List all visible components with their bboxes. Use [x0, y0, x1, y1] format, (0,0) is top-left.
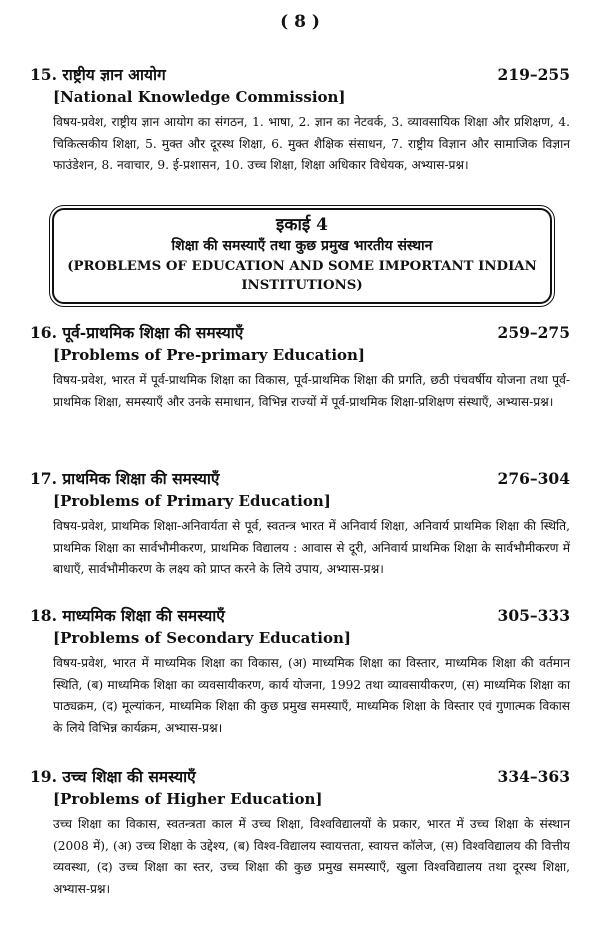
- unit-title: शिक्षा की समस्याएँ तथा कुछ प्रमुख भारतीय संस्थान: [171, 238, 433, 254]
- unit-label: इकाई 4: [276, 215, 328, 235]
- entry-title: 17. प्राथमिक शिक्षा की समस्याएँ: [30, 469, 220, 488]
- unit-english-title: (PROBLEMS OF EDUCATION AND SOME IMPORTANT INDIAN INSTITUTIONS): [67, 259, 537, 293]
- entry-english-title: [Problems of Secondary Education]: [53, 629, 352, 647]
- entry-title: 16. पूर्व-प्राथमिक शिक्षा की समस्याएँ: [30, 323, 244, 342]
- entry-pages: 259–275: [497, 323, 570, 342]
- toc-entry-17: [30, 468, 570, 581]
- entry-english-title: [Problems of Pre-primary Education]: [53, 346, 366, 364]
- entry-description: विषय-प्रवेश, प्राथमिक शिक्षा-अनिवार्यता से पूर्व, स्वतन्त्र भारत में अनिवार्य शिक्षा, अनिवार्य प्राथमिक शिक्षा की स्थिति, प्राथमिक शिक्षा का सार्वभौमीकरण, प्राथमिक विद्यालय : आवास से दूरी, अनिवार्य प्राथमिक शिक्षा के सार्वभौमीकरण में बाधाएँ, सार्वभौमीकरण के लक्ष्य को प्राप्त करने के लिये उपाय, अभ्यास-प्रश्न।: [53, 519, 570, 576]
- unit-heading-box: [52, 208, 552, 304]
- toc-entry-18: [30, 605, 570, 739]
- entry-description: विषय-प्रवेश, भारत में पूर्व-प्राथमिक शिक्षा का विकास, पूर्व-प्राथमिक शिक्षा की प्रगति, छठी पंचवर्षीय योजना तथा पूर्व-प्राथमिक शिक्षा, समस्याएँ और उनके समाधान, विभिन्न राज्यों में पूर्व-प्राथमिक शिक्षा-प्रशिक्षण संस्थाएँ, अभ्यास-प्रश्न।: [53, 373, 570, 409]
- entry-english-title: [Problems of Primary Education]: [53, 492, 331, 510]
- entry-pages: 219–255: [497, 65, 570, 84]
- toc-entry-16: [30, 322, 570, 413]
- entry-pages: 334–363: [497, 767, 570, 786]
- entry-pages: 305–333: [497, 606, 570, 625]
- entry-title: 15. राष्ट्रीय ज्ञान आयोग: [30, 65, 166, 84]
- entry-description: उच्च शिक्षा का विकास, स्वतन्त्रता काल में उच्च शिक्षा, विश्वविद्यालयों के प्रकार, भारत में उच्च शिक्षा के संस्थान (2008 में), (अ) उच्च शिक्षा के उद्देश्य, (ब) विश्व-विद्यालय स्वायत्तता, स्वायत्त कॉलेज, (स) विश्वविद्यालय की वित्तीय व्यवस्था, (द) उच्च शिक्षा का स्तर, उच्च शिक्षा की कुछ प्रमुख समस्याएँ, खुला विश्वविद्यालय तथा दूरस्थ शिक्षा, अभ्यास-प्रश्न।: [53, 817, 570, 896]
- entry-description: विषय-प्रवेश, राष्ट्रीय ज्ञान आयोग का संगठन, 1. भाषा, 2. ज्ञान का नेटवर्क, 3. व्यावसायिक शिक्षा और प्रशिक्षण, 4. चिकित्सकीय शिक्षा, 5. मुक्त और दूरस्थ शिक्षा, 6. मुक्त शैक्षिक संसाधन, 7. राष्ट्रीय विज्ञान और सामाजिक विज्ञान फाउंडेशन, 8. नवाचार, 9. ई-प्रशासन, 10. उच्च शिक्षा, शिक्षा अधिकार विधेयक, अभ्यास-प्रश्न।: [53, 115, 570, 172]
- entry-description: विषय-प्रवेश, भारत में माध्यमिक शिक्षा का विकास, (अ) माध्यमिक शिक्षा का विस्तार, माध्यमिक शिक्षा की वर्तमान स्थिति, (ब) माध्यमिक शिक्षा का व्यवसायीकरण, कार्य योजना, 1992 तथा व्यावसायीकरण, (स) माध्यमिक शिक्षा का पाठ्यक्रम, (द) मूल्यांकन, माध्यमिक शिक्षा की कुछ प्रमुख समस्याएँ, माध्यमिक शिक्षा के विस्तार एवं गुणात्मक विकास के लिये विभिन्न कार्यक्रम, अभ्यास-प्रश्न।: [53, 656, 570, 735]
- toc-entry-19: [30, 766, 570, 900]
- entry-pages: 276–304: [497, 469, 570, 488]
- entry-english-title: [Problems of Higher Education]: [53, 790, 323, 808]
- toc-entry-15: [30, 64, 570, 177]
- page-number: ( 8 ): [280, 12, 320, 32]
- entry-title: 19. उच्च शिक्षा की समस्याएँ: [30, 767, 196, 786]
- entry-title: 18. माध्यमिक शिक्षा की समस्याएँ: [30, 606, 225, 625]
- entry-english-title: [National Knowledge Commission]: [53, 88, 346, 106]
